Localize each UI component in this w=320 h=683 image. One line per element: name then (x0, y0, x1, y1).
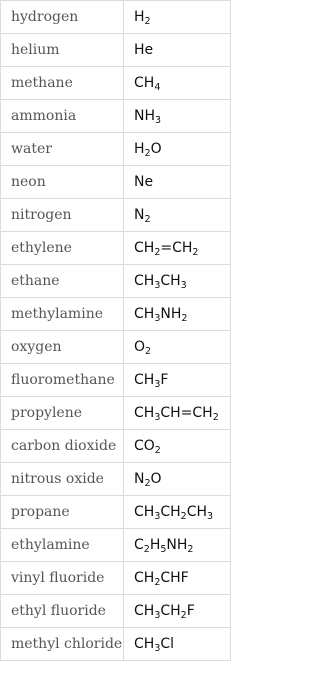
formula-subscript: 3 (154, 412, 161, 423)
formula-subscript: 2 (145, 346, 152, 357)
compound-name: oxygen (1, 331, 124, 364)
compound-name: hydrogen (1, 1, 124, 34)
compound-formula (124, 232, 231, 265)
compound-name: helium (1, 34, 124, 67)
formula-part: CH (134, 570, 155, 586)
compound-name: propylene (1, 397, 124, 430)
formula-part: N (134, 207, 145, 223)
table-row (1, 232, 231, 265)
formula-part: CHF (160, 570, 189, 586)
table-row (1, 265, 231, 298)
table-row (1, 397, 231, 430)
table-row (1, 529, 231, 562)
formula-subscript: 2 (192, 247, 199, 258)
formula-part: Cl (160, 636, 175, 652)
table-row (1, 133, 231, 166)
compound-formula (124, 199, 231, 232)
compound-formula (124, 430, 231, 463)
formula-part: Ne (134, 174, 154, 190)
compound-name: ethylene (1, 232, 124, 265)
compound-formula (124, 595, 231, 628)
table-row (1, 199, 231, 232)
formula-part: H (149, 537, 161, 553)
table-row (1, 100, 231, 133)
table-row (1, 34, 231, 67)
compound-formula (124, 1, 231, 34)
compound-formula (124, 34, 231, 67)
compound-formula (124, 133, 231, 166)
formula-subscript: 2 (180, 511, 187, 522)
formula-subscript: 3 (154, 643, 161, 654)
formula-part: NH (134, 108, 155, 124)
formula-part: N (134, 471, 145, 487)
formula-subscript: 3 (154, 511, 161, 522)
compound-formula (124, 562, 231, 595)
table-row (1, 430, 231, 463)
table-row (1, 628, 231, 661)
table-row (1, 463, 231, 496)
formula-subscript: 3 (154, 379, 161, 390)
formula-subscript: 3 (154, 280, 161, 291)
compound-formula (124, 67, 231, 100)
compound-name: water (1, 133, 124, 166)
formula-subscript: 2 (212, 412, 219, 423)
compound-name: ethane (1, 265, 124, 298)
formula-part: H (134, 141, 145, 157)
compound-formula (124, 331, 231, 364)
formula-part: CH (134, 603, 155, 619)
compound-name: fluoromethane (1, 364, 124, 397)
compound-formula (124, 463, 231, 496)
compound-formula (124, 496, 231, 529)
table-row (1, 496, 231, 529)
table-row (1, 331, 231, 364)
compound-name: methane (1, 67, 124, 100)
formula-subscript: 3 (155, 115, 162, 126)
formula-subscript: 2 (154, 577, 161, 588)
formula-part: CH (134, 273, 155, 289)
table-row (1, 1, 231, 34)
compound-name: methylamine (1, 298, 124, 331)
compound-name: nitrous oxide (1, 463, 124, 496)
table-row (1, 562, 231, 595)
compound-name: vinyl fluoride (1, 562, 124, 595)
formula-subscript: 3 (154, 313, 161, 324)
compound-formula (124, 298, 231, 331)
formula-part: CH (134, 405, 155, 421)
formula-part: F (160, 372, 169, 388)
compound-formula (124, 100, 231, 133)
formula-part: CH (134, 240, 155, 256)
formula-part: CH (186, 504, 208, 520)
compound-name: propane (1, 496, 124, 529)
formula-part: O (150, 471, 162, 487)
formula-subscript: 3 (180, 280, 187, 291)
compound-name: carbon dioxide (1, 430, 124, 463)
compound-name: ethyl fluoride (1, 595, 124, 628)
formula-part: CO (134, 438, 155, 454)
formula-part: CH (160, 603, 181, 619)
compound-formula (124, 628, 231, 661)
compound-formula (124, 364, 231, 397)
table-row (1, 595, 231, 628)
compound-formula (124, 529, 231, 562)
compound-name: neon (1, 166, 124, 199)
formula-subscript: 2 (154, 247, 161, 258)
formula-subscript: 5 (160, 544, 167, 555)
table-row (1, 166, 231, 199)
table-row (1, 67, 231, 100)
table-row (1, 364, 231, 397)
compound-name: ammonia (1, 100, 124, 133)
formula-subscript: 2 (154, 445, 161, 456)
formula-part: NH (166, 537, 188, 553)
formula-part: CH (134, 75, 155, 91)
formula-subscript: 2 (144, 16, 151, 27)
compound-formula (124, 166, 231, 199)
formula-subscript: 2 (180, 610, 187, 621)
formula-part: CH=CH (160, 405, 213, 421)
formula-subscript: 2 (144, 478, 151, 489)
formula-part: O (134, 339, 146, 355)
compound-formula (124, 397, 231, 430)
formula-part: CH (134, 306, 155, 322)
formula-part: F (186, 603, 195, 619)
formula-part: CH (134, 636, 155, 652)
formula-part: CH (134, 372, 155, 388)
formula-part: He (134, 42, 154, 58)
compound-name: nitrogen (1, 199, 124, 232)
formula-part: H (134, 9, 145, 25)
formula-subscript: 3 (207, 511, 214, 522)
formula-subscript: 2 (181, 313, 188, 324)
formula-subscript: 3 (154, 610, 161, 621)
formula-subscript: 2 (144, 148, 151, 159)
compound-name: ethylamine (1, 529, 124, 562)
table-body (1, 1, 231, 661)
formula-subscript: 4 (154, 82, 161, 93)
formula-part: =CH (160, 240, 193, 256)
compound-formula (124, 265, 231, 298)
table-row (1, 298, 231, 331)
compound-name: methyl chloride (1, 628, 124, 661)
formula-part: NH (160, 306, 182, 322)
formula-part: C (134, 537, 144, 553)
formula-part: O (150, 141, 162, 157)
formula-subscript: 2 (187, 544, 194, 555)
formula-part: CH (160, 273, 181, 289)
formula-subscript: 2 (144, 214, 151, 225)
formula-subscript: 2 (143, 544, 150, 555)
formula-part: CH (160, 504, 181, 520)
formula-part: CH (134, 504, 155, 520)
